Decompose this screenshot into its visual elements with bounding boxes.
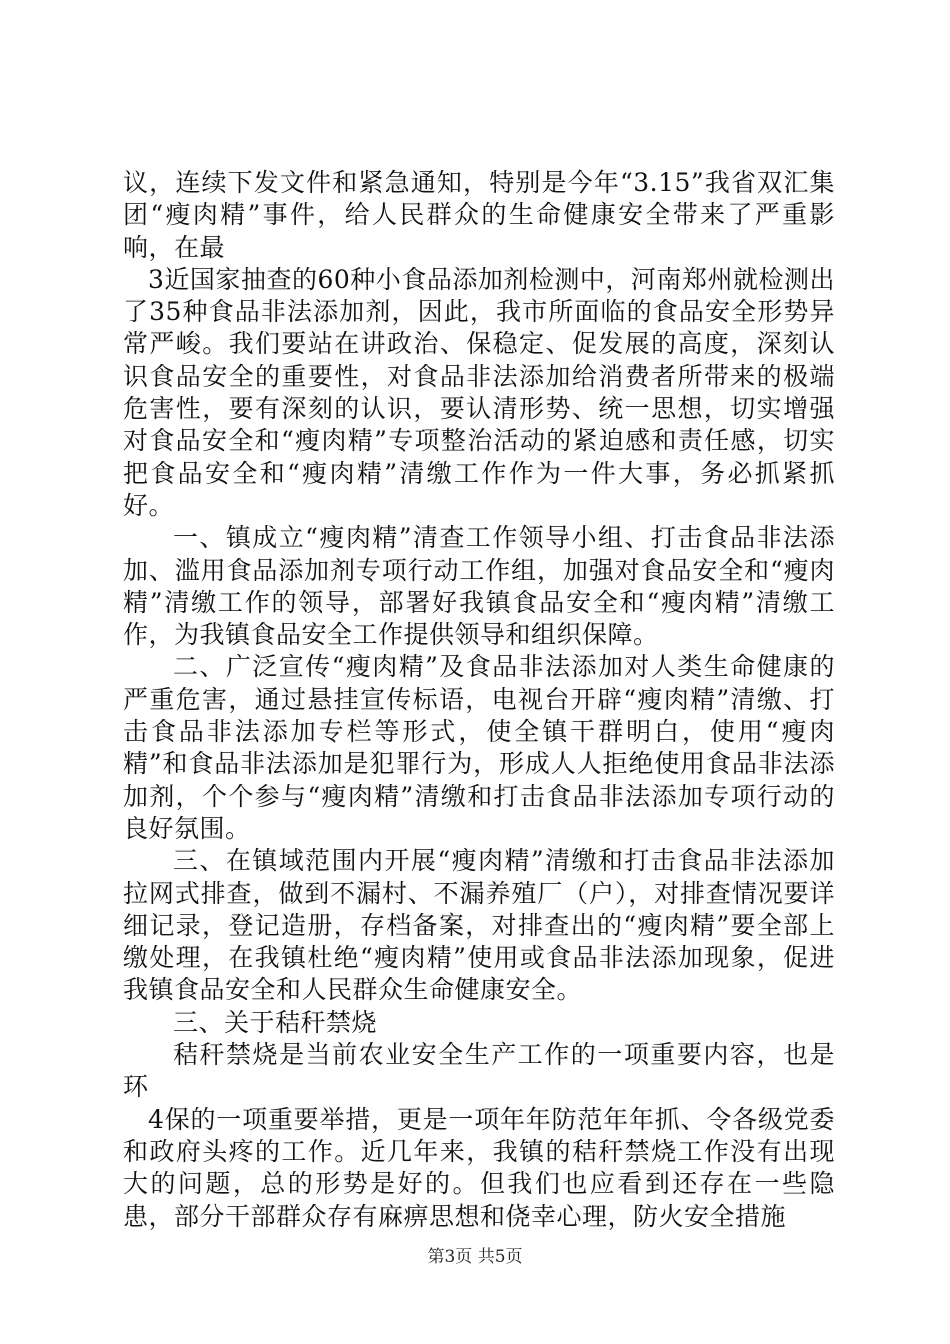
- page-number-label: 第3页 共5页: [427, 1247, 523, 1267]
- paragraph-item-two: 二、广泛宣传“瘦肉精”及食品非法添加对人类生命健康的严重危害，通过悬挂宣传标语，电视台开辟“瘦肉精”清缴、打击食品非法添加专栏等形式，使全镇干群明白，使用“瘦肉精”和食品非法添加是犯罪行为，形成人人拒绝使用食品非法添加剂，个个参与“瘦肉精”清缴和打击食品非法添加专项行动的良好氛围。: [123, 652, 835, 843]
- paragraph-straw-burning-detail: 4保的一项重要举措，更是一项年年防范年年抓、令各级党委和政府头疼的工作。近几年来，我镇的秸秆禁烧工作没有出现大的问题，总的形势是好的。但我们也应看到还存在一些隐患，部分干部群众存有麻痹思想和侥幸心理，防火安全措施: [123, 1104, 835, 1231]
- paragraph-straw-burning-intro: 秸秆禁烧是当前农业安全生产工作的一项重要内容，也是环: [123, 1040, 835, 1102]
- section-heading-straw-burning: 三、关于秸秆禁烧: [173, 1007, 378, 1037]
- document-body: [123, 167, 835, 1233]
- paragraph-continuation: 议，连续下发文件和紧急通知，特别是今年“3.15”我省双汇集团“瘦肉精”事件，给人民群众的生命健康安全带来了严重影响，在最: [123, 168, 835, 262]
- paragraph-item-one: 一、镇成立“瘦肉精”清查工作领导小组、打击食品非法添加、滥用食品添加剂专项行动工作组，加强对食品安全和“瘦肉精”清缴工作的领导，部署好我镇食品安全和“瘦肉精”清缴工作，为我镇食品安全工作提供领导和组织保障。: [123, 523, 835, 650]
- paragraph-food-safety-situation: 3近国家抽查的60种小食品添加剂检测中，河南郑州就检测出了35种食品非法添加剂，因此，我市所面临的食品安全形势异常严峻。我们要站在讲政治、保稳定、促发展的高度，深刻认识食品安全的重要性，对食品非法添加给消费者所带来的极端危害性，要有深刻的认识，要认清形势、统一思想，切实增强对食品安全和“瘦肉精”专项整治活动的紧迫感和责任感，切实把食品安全和“瘦肉精”清缴工作作为一件大事，务必抓紧抓好。: [123, 264, 835, 520]
- page-footer: [0, 1246, 950, 1268]
- paragraph-item-three: 三、在镇域范围内开展“瘦肉精”清缴和打击食品非法添加拉网式排查，做到不漏村、不漏养殖厂（户），对排查情况要详细记录，登记造册，存档备案，对排查出的“瘦肉精”要全部上缴处理，在我镇杜绝“瘦肉精”使用或食品非法添加现象，促进我镇食品安全和人民群众生命健康安全。: [123, 846, 835, 1005]
